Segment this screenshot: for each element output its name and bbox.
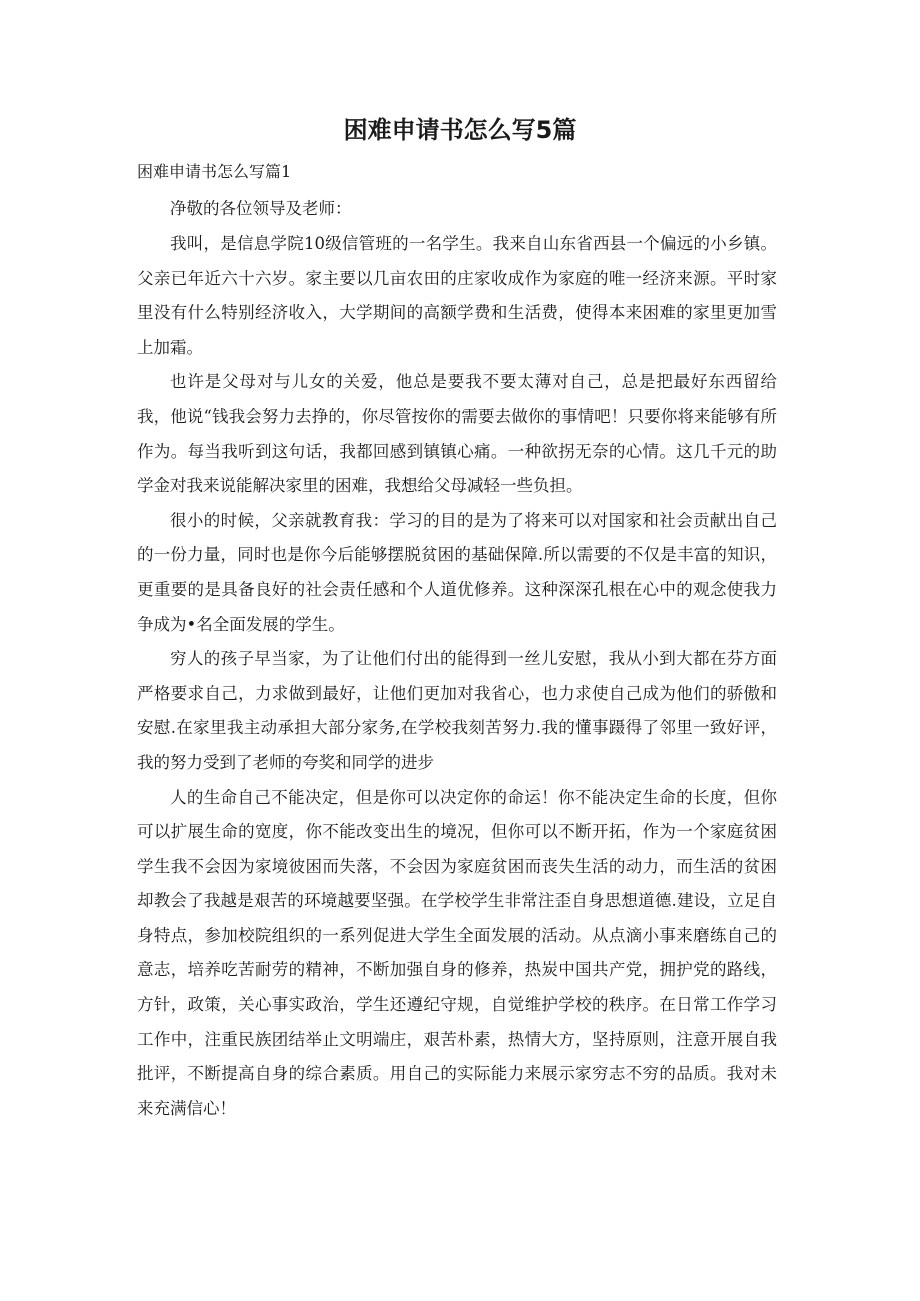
document-title: 困难申请书怎么写5篇: [343, 116, 577, 144]
paragraph-2: 也许是父母对与儿女的关爱，他总是要我不要太薄对自己，总是把最好东西留给我，他说“钱我会努力去挣的，你尽管按你的需要去做你的事情吧！只要你将来能够有所作为。每当我听到这句话，我都回感到镇镇心痛。一种欲拐无奈的心情。这几千元的助学金对我来说能解决家里的困难，我想给父母减轻一些负担。: [137, 372, 777, 496]
paragraph-3: 很小的时候，父亲就教育我：学习的目的是为了将来可以对国家和社会贡献出自己的一份力量，同时也是你今后能够摆脱贫困的基础保障.所以需要的不仅是丰富的知识，更重要的是具备良好的社会责任感和个人道优修养。这种深深孔根在心中的观念使我力争成为•名全面发展的学生。: [137, 510, 777, 634]
paragraph-4: 穷人的孩子早当家，为了让他们付出的能得到一丝儿安慰，我从小到大都在芬方面严格要求自己，力求做到最好，让他们更加对我省心，也力求使自己成为他们的骄傲和安慰.在家里我主动承担大部分家务,在学校我刻苦努力.我的懂事蹑得了邻里一致好评，我的努力受到了老师的夸奖和同学的进步: [137, 649, 777, 772]
paragraph-1: 我叫，是信息学院10级信管班的一名学生。我来自山东省西县一个偏远的小乡镇。父亲已年近六十六岁。家主要以几亩农田的庄家收成作为家庭的唯一经济来源。平时家里没有什么特别经济收入，大学期间的高额学费和生活费，使得本来困难的家里更加雪上加霜。: [137, 234, 777, 357]
letter-body: [137, 195, 777, 1126]
section-heading: 困难申请书怎么写篇1: [137, 162, 292, 181]
paragraph-5: 人的生命自己不能决定，但是你可以决定你的命运！你不能决定生命的长度，但你可以扩展生命的宽度，你不能改变出生的境况，但你可以不断开拓，作为一个家庭贫困学生我不会因为家境彼困而失落，不会因为家庭贫困而丧失生活的动力，而生活的贫困却教会了我越是艰苦的环境越要坚强。在学校学生非常注歪自身思想道德.建设，立足自身特点，参加校院组织的一系列促进大学生全面发展的活动。从点滴小事来磨练自己的意志，培养吃苦耐劳的精神，不断加强自身的修养，热炭中国共产党，拥护党的路线，方针，政策，关心事实政治，学生还遵纪守规，自觉维护学校的秩序。在日常工作学习工作中，注重民族团结举止文明端庄，艰苦朴素，热情大方，坚持原则，注意开展自我批评，不断提高自身的综合素质。用自己的实际能力来展示家穷志不穷的品质。我对未来充满信心！: [137, 787, 777, 1118]
salutation: 净敬的各位领导及老师：: [170, 199, 352, 218]
